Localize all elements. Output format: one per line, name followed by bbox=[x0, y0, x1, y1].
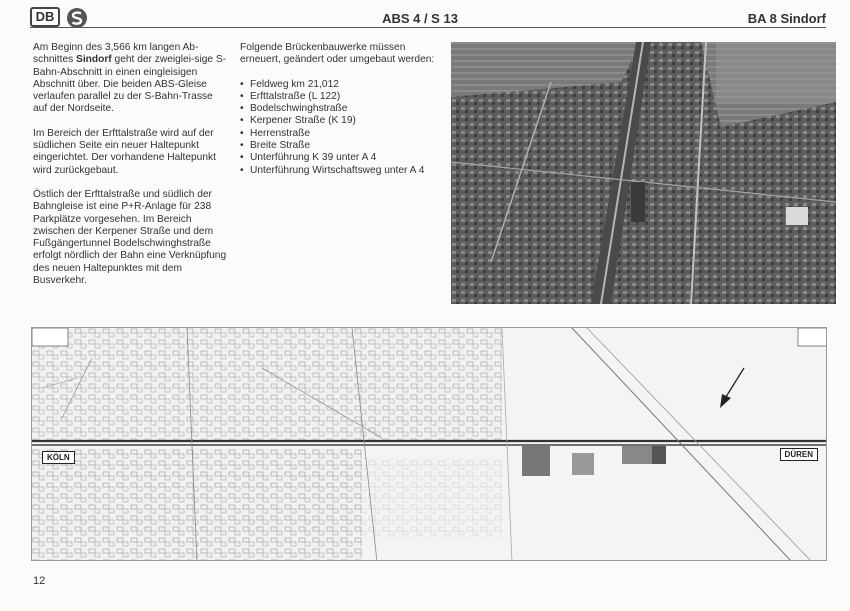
section-subtitle: BA 8 Sindorf bbox=[747, 11, 826, 26]
list-item: • Breite Straße bbox=[240, 140, 445, 152]
bridges-intro: Folgende Brückenbauwerke müssen erneuert, geändert oder umgebaut werden: bbox=[240, 42, 435, 66]
body-text-column-1 bbox=[33, 42, 228, 299]
list-item: • Feldweg km 21,012 bbox=[240, 79, 445, 91]
body-text-column-2 bbox=[240, 42, 445, 177]
paragraph-1-end: geht der zweiglei-sige S-Bahn-Abschnitt in einen eingleisigen Abschnitt über. Die beiden ABS-Gleise verlaufen parallel zu der S-Bahn-Trasse auf der Nordseite. bbox=[33, 54, 227, 115]
db-logo: DB bbox=[30, 7, 60, 27]
paragraph-1-bold: Sindorf bbox=[76, 54, 112, 66]
paragraph-2: Im Bereich der Erfttalstraße wird auf der südlichen Seite ein neuer Haltepunkt eingerichtet. Der vorhandene Haltepunkt wird zurückgebaut. bbox=[33, 127, 216, 176]
section-title: ABS 4 / S 13 bbox=[382, 11, 458, 26]
aerial-photo bbox=[451, 42, 836, 304]
track-plan-graphic bbox=[32, 328, 827, 561]
s-bahn-logo-icon bbox=[66, 7, 88, 29]
map-label-right: DÜREN bbox=[780, 448, 818, 461]
header-divider bbox=[30, 27, 826, 28]
list-item: • Kerpener Straße (K 19) bbox=[240, 115, 445, 127]
list-item: • Herrenstraße bbox=[240, 128, 445, 140]
paragraph-1-start: Am Beginn des 3,566 km langen Ab-schnittes bbox=[33, 42, 199, 66]
page-header bbox=[30, 7, 826, 29]
list-item: • Unterführung Wirtschaftsweg unter A 4 bbox=[240, 165, 445, 177]
page-number: 12 bbox=[33, 575, 46, 587]
paragraph-3: Östlich der Erfttalstraße und südlich der Bahngleise ist eine P+R-Anlage für 238 Parkplätze vorgesehen. Im Bereich zwischen der Kerpener Straße und dem Fußgängertunnel Bodelschwinghstraße erfolgt nördlich der Bahn eine Verknüpfung des neuen Haltepunktes mit dem Busverkehr. bbox=[33, 188, 227, 287]
list-item: • Bodelschwinghstraße bbox=[240, 103, 445, 115]
paragraph-1 bbox=[33, 42, 228, 116]
map-label-left: KÖLN bbox=[42, 451, 75, 464]
aerial-photo-graphic bbox=[451, 42, 836, 304]
bridges-list bbox=[240, 79, 445, 177]
track-plan-map bbox=[31, 327, 827, 561]
list-item: • Unterführung K 39 unter A 4 bbox=[240, 152, 445, 164]
list-item: • Erfttalstraße (L 122) bbox=[240, 91, 445, 103]
